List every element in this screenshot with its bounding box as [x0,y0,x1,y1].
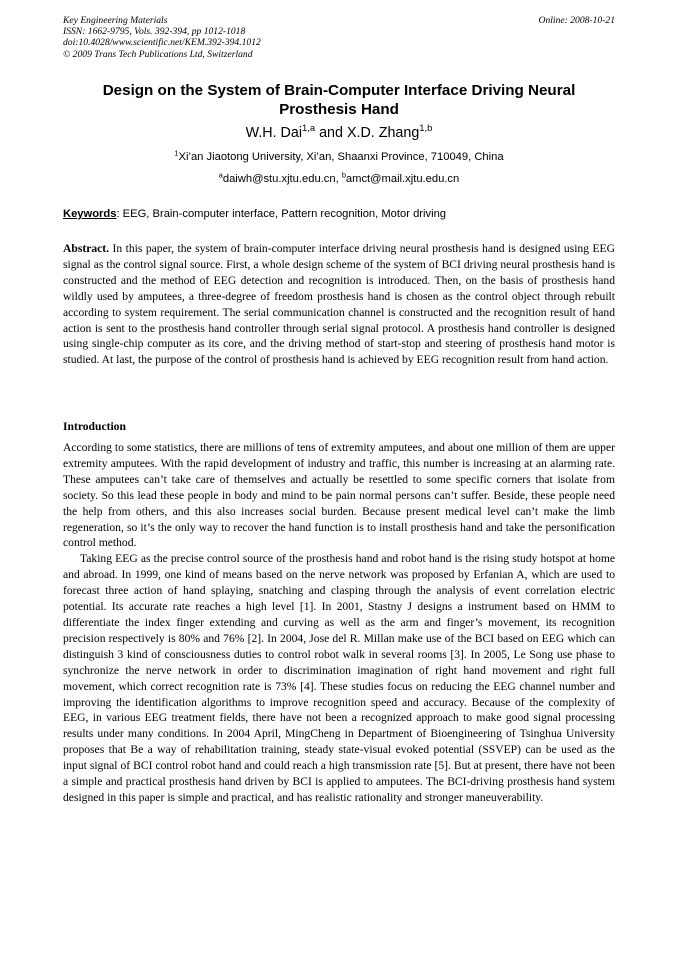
author-superscript: 1,a [302,122,316,134]
keywords-label: Keywords [63,208,117,220]
keywords [63,207,615,221]
author-conjunction: and [319,125,343,141]
email-superscript: a [218,170,223,180]
journal-info [63,15,615,60]
author-superscript: 1,b [419,122,433,134]
introduction-body [63,440,615,806]
body-paragraph: According to some statistics, there are millions of tens of extremity amputees, and about one million of them are upper extremity amputees. With the rapid development of industry and traffic, this number is increasing at an alarming rate. These amputees can’t take care of themselves and actually be resettled to some specific corners that isolate from society. So this lead these people in body and mind to be pain normal persons can’t suffer. Beside, these people need the help from others, and this also increases social burden. Because present medical level can’t make the limb regeneration, so it’s the only way to recover the hand function is to install prosthesis hand and take the personification control method. [63,441,615,550]
keywords-text: : EEG, Brain-computer interface, Pattern recognition, Motor driving [116,208,447,220]
author-line [63,124,615,142]
online-date: Online: 2008-10-21 [538,15,615,26]
issn-line: ISSN: 1662-9795, Vols. 392-394, pp 1012-1018 [63,26,246,38]
paper-title: Design on the System of Brain-Computer Interface Driving Neural Prosthesis Hand [102,82,576,118]
abstract-text: In this paper, the system of brain-computer interface driving neural prosthesis hand is designed using EEG signal as the control signal source. First, a whole design scheme of the system of BCI driving neural prosthesis hand is constructed and the method of EEG detection and recognition is introduced. Then, on the basis of prosthesis hand wildly used by amputees, a three-degree of freedom prosthesis hand is chosen as the control object through rebuilt according to system requirement. The serial communication channel is constructed and the recognition result of hand action is sent to the prosthesis hand controller through serial signal protocol. A prosthesis hand controller is designed using single-chip computer as its core, and the driving method of start-stop and steering of prosthesis hand motor is studied. At last, the purpose of the control of prosthesis hand is achieved by EEG recognition result from hand action. [63,242,615,367]
affiliation [63,150,615,164]
copyright-line: © 2009 Trans Tech Publications Ltd, Switzerland [63,48,253,60]
affiliation-text: Xi’an Jiaotong University, Xi’an, Shaanxi Province, 710049, China [178,151,504,163]
journal-name: Key Engineering Materials [63,15,168,26]
author-name: X.D. Zhang [346,125,420,141]
email-address: daiwh@stu.xjtu.edu.cn, [222,173,339,185]
email-line [63,172,615,186]
affiliation-superscript: 1 [174,148,179,158]
journal-header [63,15,615,60]
body-paragraph: Taking EEG as the precise control source of the prosthesis hand and robot hand is the rising study hotspot at home and abroad. In 1999, one kind of means based on the nerve network was proposed by Erfanian A, which are used to forecast three action of hand splaying, snatching and clasping through the analysis of event correlation electric potential. Its accurate rate reaches a high level [1]. In 2001, Stastny J designs a instrument based on HMM to differentiate the index finger extending and curving as well as the arm and finger’s movement, its recognition precision respectively is 80% and 76% [2]. In 2004, Jose del R. Millan make use of the BCI based on EEG which can distinguish 3 kind of consciousness duties to control robot walk in several rooms [3]. In 2005, Le Song use phase to synchronize the nerve network in order to discrimination imagination of right hand movement and right full movement, which correct recognition rate is 73% [4]. These studies focus on reducing the EEG channel number and improving the identification algorithms to improve recognition speed and accuracy. Because of the complexity of EEG, in various EEG treatment fields, there have not been a recognized approach to make good signal processing results under many conditions. In 2004 April, MingCheng in Department of Bioengineering of Tsinghua University proposes that Be a way of rehabilitation training, steady state-visual evoked potential (SSVEP) can be used as the input signal of BCI control robot hand and could reach a high transmission rate [5]. But at present, there have not been a simple and practical prosthesis hand driven by BCI is applied to amputees. The BCI-driving prosthesis hand system designed in this paper is simple and practical, and has realistic rationality and stronger maneuverability. [63,552,615,804]
abstract [63,241,615,368]
author-name: W.H. Dai [245,125,303,141]
abstract-label: Abstract. [63,242,110,255]
email-address: amct@mail.xjtu.edu.cn [345,173,460,185]
doi-line: doi:10.4028/www.scientific.net/KEM.392-394.1012 [63,37,261,49]
section-heading-introduction: Introduction [63,420,126,433]
email-superscript: b [341,170,346,180]
